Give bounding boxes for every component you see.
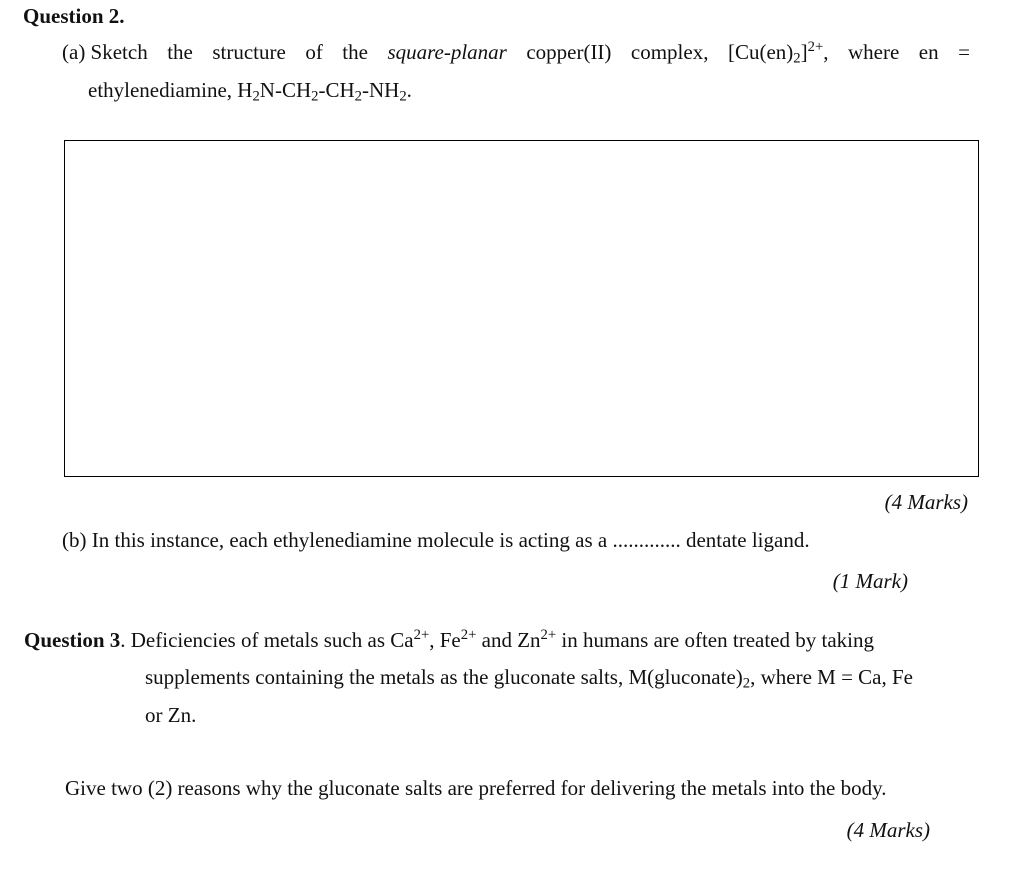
question-3-marks: (4 Marks) — [846, 818, 930, 842]
complex-formula: $[Cu(en)_2]^{2+}$, — [727, 38, 829, 67]
q2a-word: complex, — [630, 40, 709, 64]
q2a-word: the — [342, 40, 368, 64]
q2a-word: of — [305, 40, 323, 64]
q2a-word: (a) Sketch — [62, 40, 148, 64]
question-2-title: Question 2. — [23, 4, 125, 28]
question-3-text-line2: supplements containing the metals as the gluconate salts, $M(gluconate)_2$, where M = Ca, Fe — [145, 665, 914, 692]
q2a-word: structure — [212, 40, 286, 64]
question-3-title: Question 3. Deficiencies of metals such as $Ca^{2+}$, $Fe^{2+}$ and $Zn^{2+}$ in humans are often treated by taking — [24, 626, 874, 652]
q2a-word: = — [958, 40, 970, 64]
sketch-answer-box[interactable] — [64, 140, 979, 477]
q2a-word: en — [918, 40, 939, 64]
question-2a-text-line1 — [62, 40, 970, 65]
q2a-word-italic: square-planar — [387, 40, 507, 64]
question-2a-text-line2: ethylenediamine, $H_2N-CH_2-CH_2-NH_2$. — [88, 78, 412, 105]
question-2b-text: (b) In this instance, each ethylenediamine molecule is acting as a ............. dentate ligand. — [62, 528, 810, 552]
question-3-prompt: Give two (2) reasons why the gluconate salts are preferred for delivering the metals into the body. — [65, 776, 887, 800]
q2a-word: the — [167, 40, 193, 64]
question-3-text-line1 — [24, 628, 974, 653]
q2a-word: where — [847, 40, 900, 64]
question-2b-marks: (1 Mark) — [832, 569, 908, 593]
question-2a-marks: (4 Marks) — [884, 490, 968, 514]
q2a-word: copper(II) — [526, 40, 612, 64]
question-3-text-line3: or Zn. — [145, 703, 197, 727]
